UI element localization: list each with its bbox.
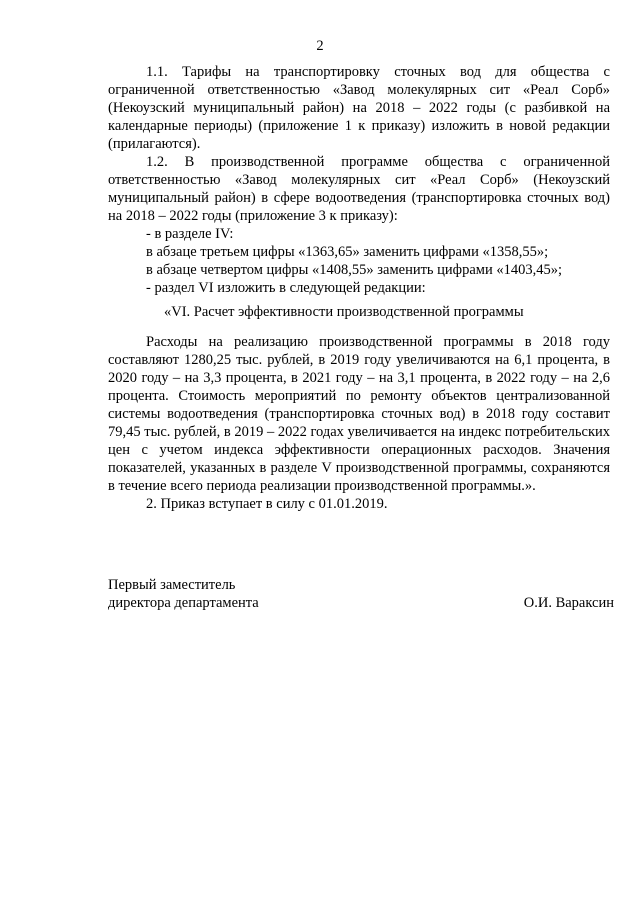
- paragraph-effective-date: 2. Приказ вступает в силу с 01.01.2019.: [146, 496, 388, 512]
- paragraph-tariffs: 1.1. Тарифы на транспортировку сточных вод для общества с ограниченной ответственностью «Завод молекулярных сит «Реал Сорб» (Некоузский муниципальный район) на 2018 – 2022 годы (с разбивкой на календарные периоды) (приложение 1 к приказу) изложить в новой редакции (прилагаются).: [108, 64, 610, 152]
- paragraph-expenses: Расходы на реализацию производственной программы в 2018 году составляют 1280,25 тыс. рублей, в 2019 году увеличиваются на 6,1 процента, в 2020 году – на 3,3 процента, в 2021 году – на 3,1 процента, в 2022 году – на 2,6 процента. Стоимость мероприятий по ремонту объектов централизованной системы водоотведения (транспортировка сточных вод) в 2018 году составит 79,45 тыс. рублей, в 2019 – 2022 годах увеличивается на индекс потребительских цен с учетом индекса эффективности операционных расходов. Значения показателей, указанных в разделе V производственной программы, сохраняются в течение всего периода реализации производственной программы.».: [108, 334, 610, 494]
- section-heading-block: [108, 303, 610, 321]
- signature-block: [108, 576, 614, 612]
- list-item: - раздел VI изложить в следующей редакции:: [146, 280, 426, 296]
- paragraph-1-2-block: [108, 153, 610, 297]
- signer-position-line1: Первый заместитель: [108, 577, 236, 593]
- signer-position-line2: директора департамента: [108, 595, 259, 611]
- paragraph-1-1: [108, 63, 610, 153]
- paragraph-expenses-block: [108, 333, 610, 513]
- list-item: в абзаце четвертом цифры «1408,55» заменить цифрами «1403,45»;: [146, 262, 562, 278]
- signer-name: О.И. Вараксин: [523, 595, 614, 611]
- paragraph-program: 1.2. В производственной программе общества с ограниченной ответственностью «Завод молекулярных сит «Реал Сорб» (Некоузский муниципальный район) в сфере водоотведения (транспортировка сточных вод) на 2018 – 2022 годы (приложение 3 к приказу):: [108, 154, 610, 224]
- signature-row: [108, 594, 614, 612]
- list-item: - в разделе IV:: [146, 226, 234, 242]
- page-number: 2: [316, 38, 324, 54]
- list-item: в абзаце третьем цифры «1363,65» заменить цифрами «1358,55»;: [146, 244, 549, 260]
- section-title: «VI. Расчет эффективности производственной программы: [164, 304, 524, 320]
